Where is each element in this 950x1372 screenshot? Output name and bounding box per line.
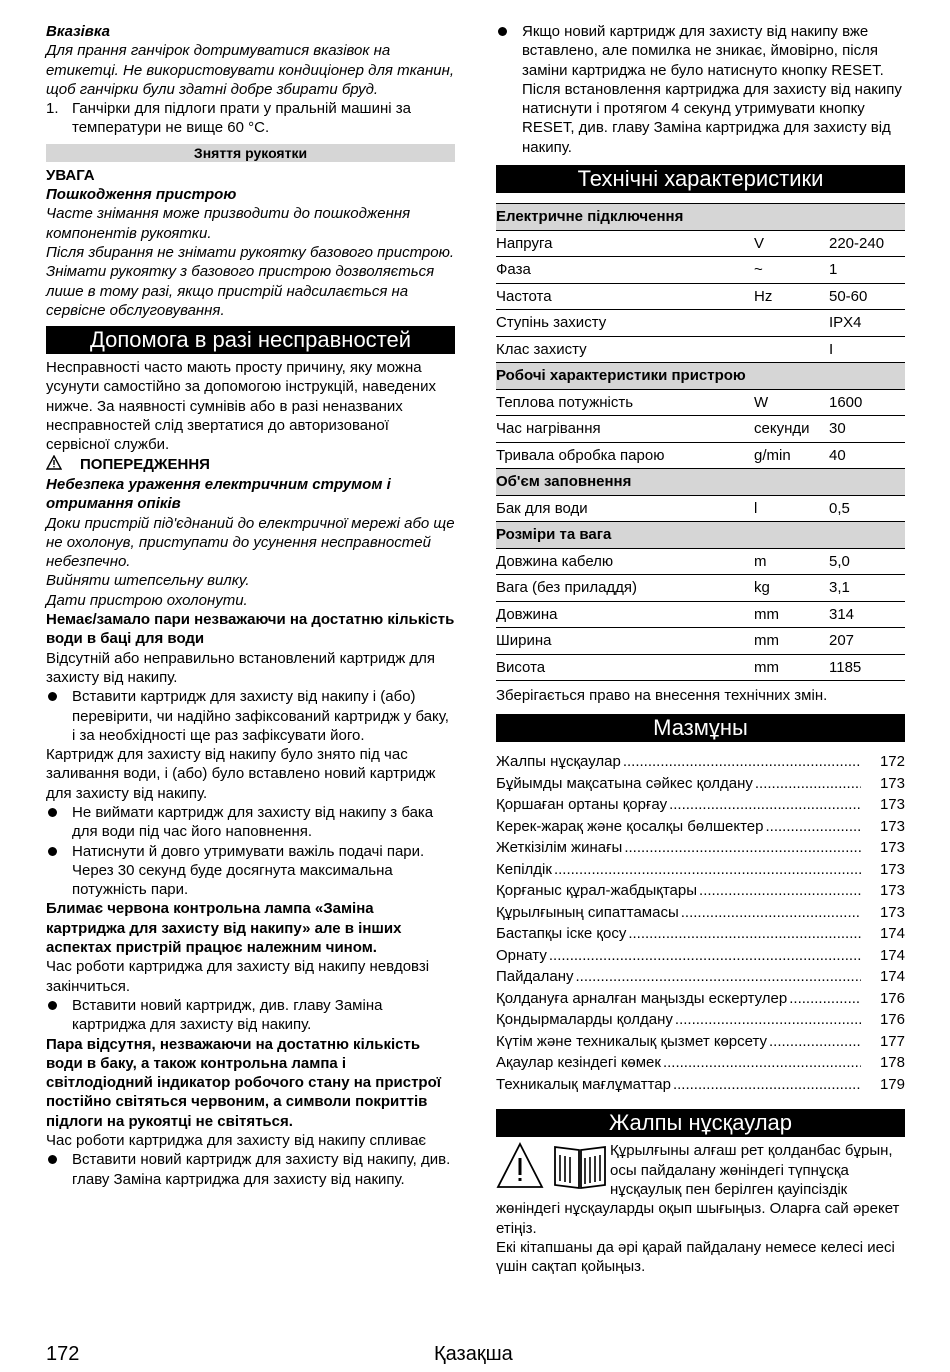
toc-leader-dots xyxy=(554,860,861,879)
spec-row xyxy=(496,628,905,655)
toc-title: Кепілдік xyxy=(496,860,552,878)
toc-page: 173 xyxy=(879,796,905,814)
toc-title: Қондырмаларды қолдану xyxy=(496,1011,673,1029)
attention-line: Після збирання не знімати рукоятку базового пристрою. xyxy=(46,243,455,261)
remedy-text: Вставити картридж для захисту від накипу і (або) перевірити, чи надійно зафіксований картридж у баку, і за необхідності ще раз зафіксувати його. xyxy=(72,688,449,744)
remedy-bullet xyxy=(46,1150,455,1189)
toc-entry[interactable] xyxy=(496,946,905,968)
bullet-dot-icon xyxy=(46,996,72,1035)
warning-line: Вийняти штепсельну вилку. xyxy=(46,572,250,590)
spec-label: Частота xyxy=(496,283,754,310)
toc-leader-dots xyxy=(789,989,861,1008)
spec-label: Час нагрівання xyxy=(496,416,754,443)
spec-unit: l xyxy=(754,495,829,522)
toc-page: 177 xyxy=(879,1032,905,1050)
spec-section-label: Електричне підключення xyxy=(496,204,905,231)
toc-leader-dots xyxy=(624,838,861,857)
bullet-dot-icon xyxy=(46,687,72,745)
spec-row xyxy=(496,548,905,575)
page-number: 172 xyxy=(46,1343,80,1365)
spec-value: 5,0 xyxy=(829,548,905,575)
spec-row xyxy=(496,389,905,416)
toc-title: Техникалық мағлұматтар xyxy=(496,1075,671,1093)
toc-entry[interactable] xyxy=(496,924,905,946)
remedy-text: Не виймати картридж для захисту від накипу з бака для води під час його наповнення. xyxy=(72,803,434,841)
spec-label: Тривала обробка парою xyxy=(496,442,754,469)
spec-row xyxy=(496,283,905,310)
spec-row xyxy=(496,575,905,602)
remedy-bullet xyxy=(46,687,455,745)
remedy-bullet xyxy=(46,842,455,861)
toc-page: 178 xyxy=(879,1054,905,1072)
toc-page: 174 xyxy=(879,946,905,964)
spec-label: Напруга xyxy=(496,230,754,257)
toc-leader-dots xyxy=(575,967,861,986)
remedy-bullet xyxy=(46,996,455,1035)
spec-row xyxy=(496,310,905,337)
toc-title: Қорғаныс құрал-жабдықтары xyxy=(496,882,698,900)
spec-label: Бак для води xyxy=(496,495,754,522)
spec-value: 1600 xyxy=(829,389,905,416)
toc-title: Бұйымды мақсатына сәйкес қолдану xyxy=(496,774,753,792)
remedy-text: Вставити новий картридж, див. главу Заміна картриджа для захисту від накипу. xyxy=(72,996,383,1034)
general-intro: Құрылғыны алғаш рет қолданбас бұрын, осы пайдалану жөніндегі түпнұсқа нұсқаулық пен берілген қауіпсіздік жөніндегі нұсқауларды оқып шығыңыз. Оларға сай әрекет етіңіз. xyxy=(496,1142,900,1237)
toc-page: 176 xyxy=(879,1011,905,1029)
spec-unit: g/min xyxy=(754,442,829,469)
bullet-dot-icon xyxy=(46,803,72,842)
bullet-dot-icon xyxy=(46,1150,72,1189)
toc-leader-dots xyxy=(673,1075,861,1094)
issue-cause: Відсутній або неправильно встановлений картридж для захисту від накипу. xyxy=(46,649,436,686)
general-keep: Екі кітапшаны да әрі қарай пайдалану немесе келесі иесі үшін сақтап қойыңыз. xyxy=(496,1238,895,1276)
toc-entry[interactable] xyxy=(496,903,905,925)
spec-label: Вага (без приладдя) xyxy=(496,575,754,602)
remedy-text: Натиснути й довго утримувати важіль подачі пари. xyxy=(72,842,425,860)
note-text: Для прання ганчірок дотримуватися вказівок на етикетці. Не використовувати кондиціонер для тканин, щоб ганчірки були здатні добре збирати бруд. xyxy=(46,42,455,98)
toc-title: Жалпы нұсқаулар xyxy=(496,753,621,771)
step-number: 1. xyxy=(46,100,59,118)
toc-entry[interactable] xyxy=(496,795,905,817)
spec-row xyxy=(496,230,905,257)
general-intro-block xyxy=(496,1141,905,1276)
toc-page: 173 xyxy=(879,774,905,792)
spec-label: Довжина xyxy=(496,601,754,628)
toc-title: Ақаулар кезіндегі көмек xyxy=(496,1054,661,1072)
toc-page: 173 xyxy=(879,839,905,857)
spec-value: 3,1 xyxy=(829,575,905,602)
toc-title: Бастапқы іске қосу xyxy=(496,925,627,943)
issue-title: Немає/замало пари незважаючи на достатню кількість води в баці для води xyxy=(46,611,455,648)
issue-title: Блимає червона контрольна лампа «Заміна картриджа для захисту від накипу» але в інших аспектах пристрій працює належним чином. xyxy=(46,900,402,957)
toc-leader-dots xyxy=(549,946,861,965)
toc-title: Орнату xyxy=(496,946,547,964)
toc-leader-dots xyxy=(628,924,861,943)
toc-entry[interactable] xyxy=(496,967,905,989)
toc-page: 173 xyxy=(879,860,905,878)
spec-unit: V xyxy=(754,230,829,257)
spec-value: 30 xyxy=(829,416,905,443)
tech-note: Зберігається право на внесення технічних змін. xyxy=(496,687,828,705)
remedy-text: Якщо новий картридж для захисту від накипу вже вставлено, але помилка не зникає, ймовірно, після заміни картриджа не було натиснуто кнопку RESET. Після встановлення картриджа для захисту від накипу натиснути і протягом 4 секунд утримувати кнопку RESET, див. главу Заміна картриджа для захисту від накипу. xyxy=(522,23,902,156)
spec-row xyxy=(496,495,905,522)
spec-value: 1 xyxy=(829,257,905,284)
spec-value: 220-240 xyxy=(829,230,905,257)
right-column xyxy=(496,22,905,1276)
spec-section-label: Розміри та вага xyxy=(496,522,905,549)
toc-leader-dots xyxy=(675,1010,861,1029)
toc-leader-dots xyxy=(769,1032,861,1051)
spec-label: Довжина кабелю xyxy=(496,548,754,575)
toc-entry[interactable] xyxy=(496,1053,905,1075)
spec-label: Ширина xyxy=(496,628,754,655)
spec-value: 1185 xyxy=(829,654,905,681)
spec-value: 207 xyxy=(829,628,905,655)
remedy-continuation: Через 30 секунд буде досягнута максимальна потужність пари. xyxy=(72,861,393,899)
attention-line: Часте знімання може призводити до пошкодження компонентів рукоятки. xyxy=(46,205,411,242)
attention-line: Знімати рукоятку з базового пристрою дозволяється лише в тому разі, якщо пристрій надсилається на сервісне обслуговування. xyxy=(46,263,435,319)
table-of-contents xyxy=(496,752,905,1096)
open-book-icon xyxy=(552,1141,608,1191)
spec-row xyxy=(496,416,905,443)
bullet-dot-icon xyxy=(496,22,522,157)
bullet-dot-icon xyxy=(46,842,72,861)
spec-section-label: Об'єм заповнення xyxy=(496,469,905,496)
heading-general-notes: Жалпы нұсқаулар xyxy=(496,1109,905,1137)
spec-unit: mm xyxy=(754,654,829,681)
footer-language: Қазақша xyxy=(434,1343,513,1365)
toc-leader-dots xyxy=(669,795,861,814)
heading-technical-data: Технічні характеристики xyxy=(496,165,905,193)
toc-entry[interactable] xyxy=(496,1010,905,1032)
toc-entry[interactable] xyxy=(496,989,905,1011)
toc-title: Жеткізілім жинағы xyxy=(496,839,623,857)
toc-entry[interactable] xyxy=(496,752,905,774)
step-text: Ганчірки для підлоги прати у пральній машині за температури не вище 60 °C. xyxy=(72,100,411,137)
spec-row xyxy=(496,257,905,284)
toc-entry[interactable] xyxy=(496,1075,905,1097)
issue-cause: Картридж для захисту від накипу було знято під час заливання води, і (або) було вставлено новий картридж для захисту від накипу. xyxy=(46,746,436,802)
toc-page: 173 xyxy=(879,903,905,921)
section-title-remove-handle: Зняття рукоятки xyxy=(46,144,455,162)
warning-line: Дати пристрою охолонути. xyxy=(46,591,248,609)
issue-cause: Час роботи картриджа для захисту від накипу спливає xyxy=(46,1132,427,1150)
toc-title: Күтім және техникалық қызмет көрсету xyxy=(496,1032,768,1050)
spec-unit: kg xyxy=(754,575,829,602)
toc-entry[interactable] xyxy=(496,774,905,796)
spec-section-label: Робочі характеристики пристрою xyxy=(496,363,905,390)
spec-unit: ~ xyxy=(754,257,829,284)
warning-triangle-icon xyxy=(46,455,80,475)
remedy-text: Вставити новий картридж для захисту від накипу, див. главу Заміна картриджа для захисту від накипу. xyxy=(72,1151,451,1188)
remedy-bullet xyxy=(46,803,455,842)
spec-row xyxy=(496,601,905,628)
toc-title: Қолдануға арналған маңызды ескертулер xyxy=(496,989,788,1007)
spec-unit: mm xyxy=(754,628,829,655)
attention-title: Пошкодження пристрою xyxy=(46,186,237,204)
toc-leader-dots xyxy=(663,1053,861,1072)
toc-title: Құрылғының сипаттамасы xyxy=(496,903,679,921)
spec-value: 50-60 xyxy=(829,283,905,310)
spec-section-row xyxy=(496,363,905,390)
toc-leader-dots xyxy=(681,903,861,922)
toc-title: Керек-жарақ және қосалқы бөлшектер xyxy=(496,817,764,835)
spec-row xyxy=(496,442,905,469)
warning-title: Небезпека ураження електричним струмом і отримання опіків xyxy=(46,475,391,513)
toc-page: 172 xyxy=(879,753,905,771)
issue-title: Пара відсутня, незважаючи на достатню кількість води в баку, а також контрольна лампа і світлодіодний індикатор робочого стану на пристрої постійно світяться червоним, а символи покриттів підлоги на рукоятці не світяться. xyxy=(46,1035,441,1130)
spec-section-row xyxy=(496,469,905,496)
toc-entry[interactable] xyxy=(496,1032,905,1054)
warning-label: ПОПЕРЕДЖЕННЯ xyxy=(80,455,210,473)
spec-table xyxy=(496,203,905,681)
spec-unit xyxy=(754,310,829,337)
remedy-bullet xyxy=(496,22,905,157)
toc-title: Пайдалану xyxy=(496,968,574,986)
toc-title: Қоршаған ортаны қорғау xyxy=(496,796,668,814)
spec-unit: mm xyxy=(754,601,829,628)
spec-value: I xyxy=(829,336,905,363)
spec-unit: секунди xyxy=(754,416,829,443)
left-column xyxy=(46,22,455,1189)
toc-page: 173 xyxy=(879,817,905,835)
toc-page: 174 xyxy=(879,925,905,943)
toc-page: 176 xyxy=(879,989,905,1007)
toc-entry[interactable] xyxy=(496,860,905,882)
spec-unit: W xyxy=(754,389,829,416)
spec-label: Клас захисту xyxy=(496,336,754,363)
spec-section-row xyxy=(496,204,905,231)
toc-leader-dots xyxy=(765,817,861,836)
spec-value: IPX4 xyxy=(829,310,905,337)
toc-page: 174 xyxy=(879,968,905,986)
spec-unit xyxy=(754,336,829,363)
warning-label-row xyxy=(46,455,455,475)
issue-cause: Час роботи картриджа для захисту від накипу невдовзі закінчиться. xyxy=(46,958,430,995)
toc-entry[interactable] xyxy=(496,881,905,903)
spec-row xyxy=(496,336,905,363)
spec-unit: Hz xyxy=(754,283,829,310)
spec-value: 40 xyxy=(829,442,905,469)
attention-label: УВАГА xyxy=(46,166,95,184)
toc-page: 173 xyxy=(879,882,905,900)
note-heading: Вказівка xyxy=(46,23,110,40)
heading-troubleshooting: Допомога в разі несправностей xyxy=(46,326,455,354)
toc-leader-dots xyxy=(699,881,861,900)
troubleshooting-intro: Несправності часто мають просту причину, яку можна усунути самостійно за допомогою інструкцій, наведених нижче. За наявності сумнівів або в разі неназваних несправностей слід звертатися до авторизованої сервісної служби. xyxy=(46,359,436,454)
toc-leader-dots xyxy=(755,774,861,793)
spec-row xyxy=(496,654,905,681)
spec-label: Фаза xyxy=(496,257,754,284)
spec-label: Ступінь захисту xyxy=(496,310,754,337)
spec-value: 0,5 xyxy=(829,495,905,522)
intro-icons xyxy=(496,1141,610,1193)
toc-page: 179 xyxy=(879,1075,905,1093)
toc-entry[interactable] xyxy=(496,817,905,839)
spec-unit: m xyxy=(754,548,829,575)
heading-contents: Мазмұны xyxy=(496,714,905,742)
spec-label: Висота xyxy=(496,654,754,681)
spec-label: Теплова потужність xyxy=(496,389,754,416)
toc-leader-dots xyxy=(623,752,861,771)
step-item xyxy=(46,99,455,138)
spec-value: 314 xyxy=(829,601,905,628)
spec-section-row xyxy=(496,522,905,549)
toc-entry[interactable] xyxy=(496,838,905,860)
warning-line: Доки пристрій під'єднаний до електричної мережі або ще не охолонув, приступати до усунення несправностей небезпечно. xyxy=(46,514,455,571)
